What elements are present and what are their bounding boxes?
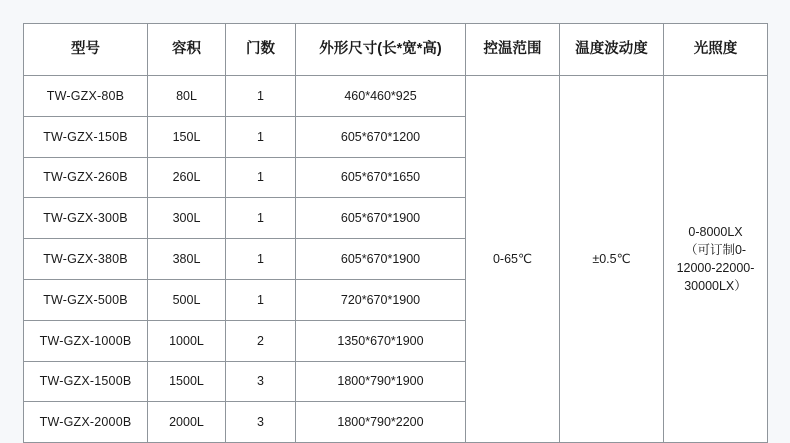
table-row [24,76,768,117]
cell-volume: 150L [148,116,226,157]
column-header-model: 型号 [24,24,148,76]
cell-doors: 1 [226,76,296,117]
column-header-temperature-fluctuation: 温度波动度 [560,24,664,76]
illuminance-line-3: 12000-22000- [676,261,755,276]
cell-model: TW-GZX-500B [24,279,148,320]
cell-volume: 500L [148,279,226,320]
cell-temperature-range: 0-65℃ [466,76,560,443]
column-header-volume: 容积 [148,24,226,76]
cell-dimensions: 460*460*925 [296,76,466,117]
cell-dimensions: 1800*790*1900 [296,361,466,402]
cell-doors: 1 [226,279,296,320]
illuminance-line-1: 0-8000LX [688,224,743,239]
cell-model: TW-GZX-80B [24,76,148,117]
product-specification-table [23,23,768,443]
cell-volume: 2000L [148,402,226,443]
table-header-row [24,24,768,76]
cell-model: TW-GZX-1500B [24,361,148,402]
cell-model: TW-GZX-260B [24,157,148,198]
cell-doors: 1 [226,198,296,239]
cell-dimensions: 605*670*1900 [296,198,466,239]
cell-volume: 380L [148,239,226,280]
cell-model: TW-GZX-380B [24,239,148,280]
cell-dimensions: 1800*790*2200 [296,402,466,443]
cell-dimensions: 605*670*1900 [296,239,466,280]
cell-doors: 1 [226,116,296,157]
table-header [24,24,768,76]
cell-doors: 2 [226,320,296,361]
cell-model: TW-GZX-300B [24,198,148,239]
cell-doors: 3 [226,361,296,402]
cell-volume: 1500L [148,361,226,402]
cell-volume: 300L [148,198,226,239]
column-header-temperature-range: 控温范围 [466,24,560,76]
cell-illuminance [664,76,768,443]
column-header-illuminance: 光照度 [664,24,768,76]
cell-volume: 80L [148,76,226,117]
cell-doors: 1 [226,239,296,280]
cell-doors: 3 [226,402,296,443]
illuminance-line-2: （可订制0- [684,242,747,257]
column-header-dimensions: 外形尺寸(长*宽*高) [296,24,466,76]
cell-doors: 1 [226,157,296,198]
cell-model: TW-GZX-150B [24,116,148,157]
cell-dimensions: 605*670*1200 [296,116,466,157]
cell-model: TW-GZX-2000B [24,402,148,443]
cell-dimensions: 1350*670*1900 [296,320,466,361]
table-body [24,76,768,443]
cell-dimensions: 605*670*1650 [296,157,466,198]
cell-model: TW-GZX-1000B [24,320,148,361]
cell-temperature-fluctuation: ±0.5℃ [560,76,664,443]
cell-volume: 260L [148,157,226,198]
illuminance-line-4: 30000LX） [684,279,747,294]
cell-dimensions: 720*670*1900 [296,279,466,320]
column-header-doors: 门数 [226,24,296,76]
cell-volume: 1000L [148,320,226,361]
